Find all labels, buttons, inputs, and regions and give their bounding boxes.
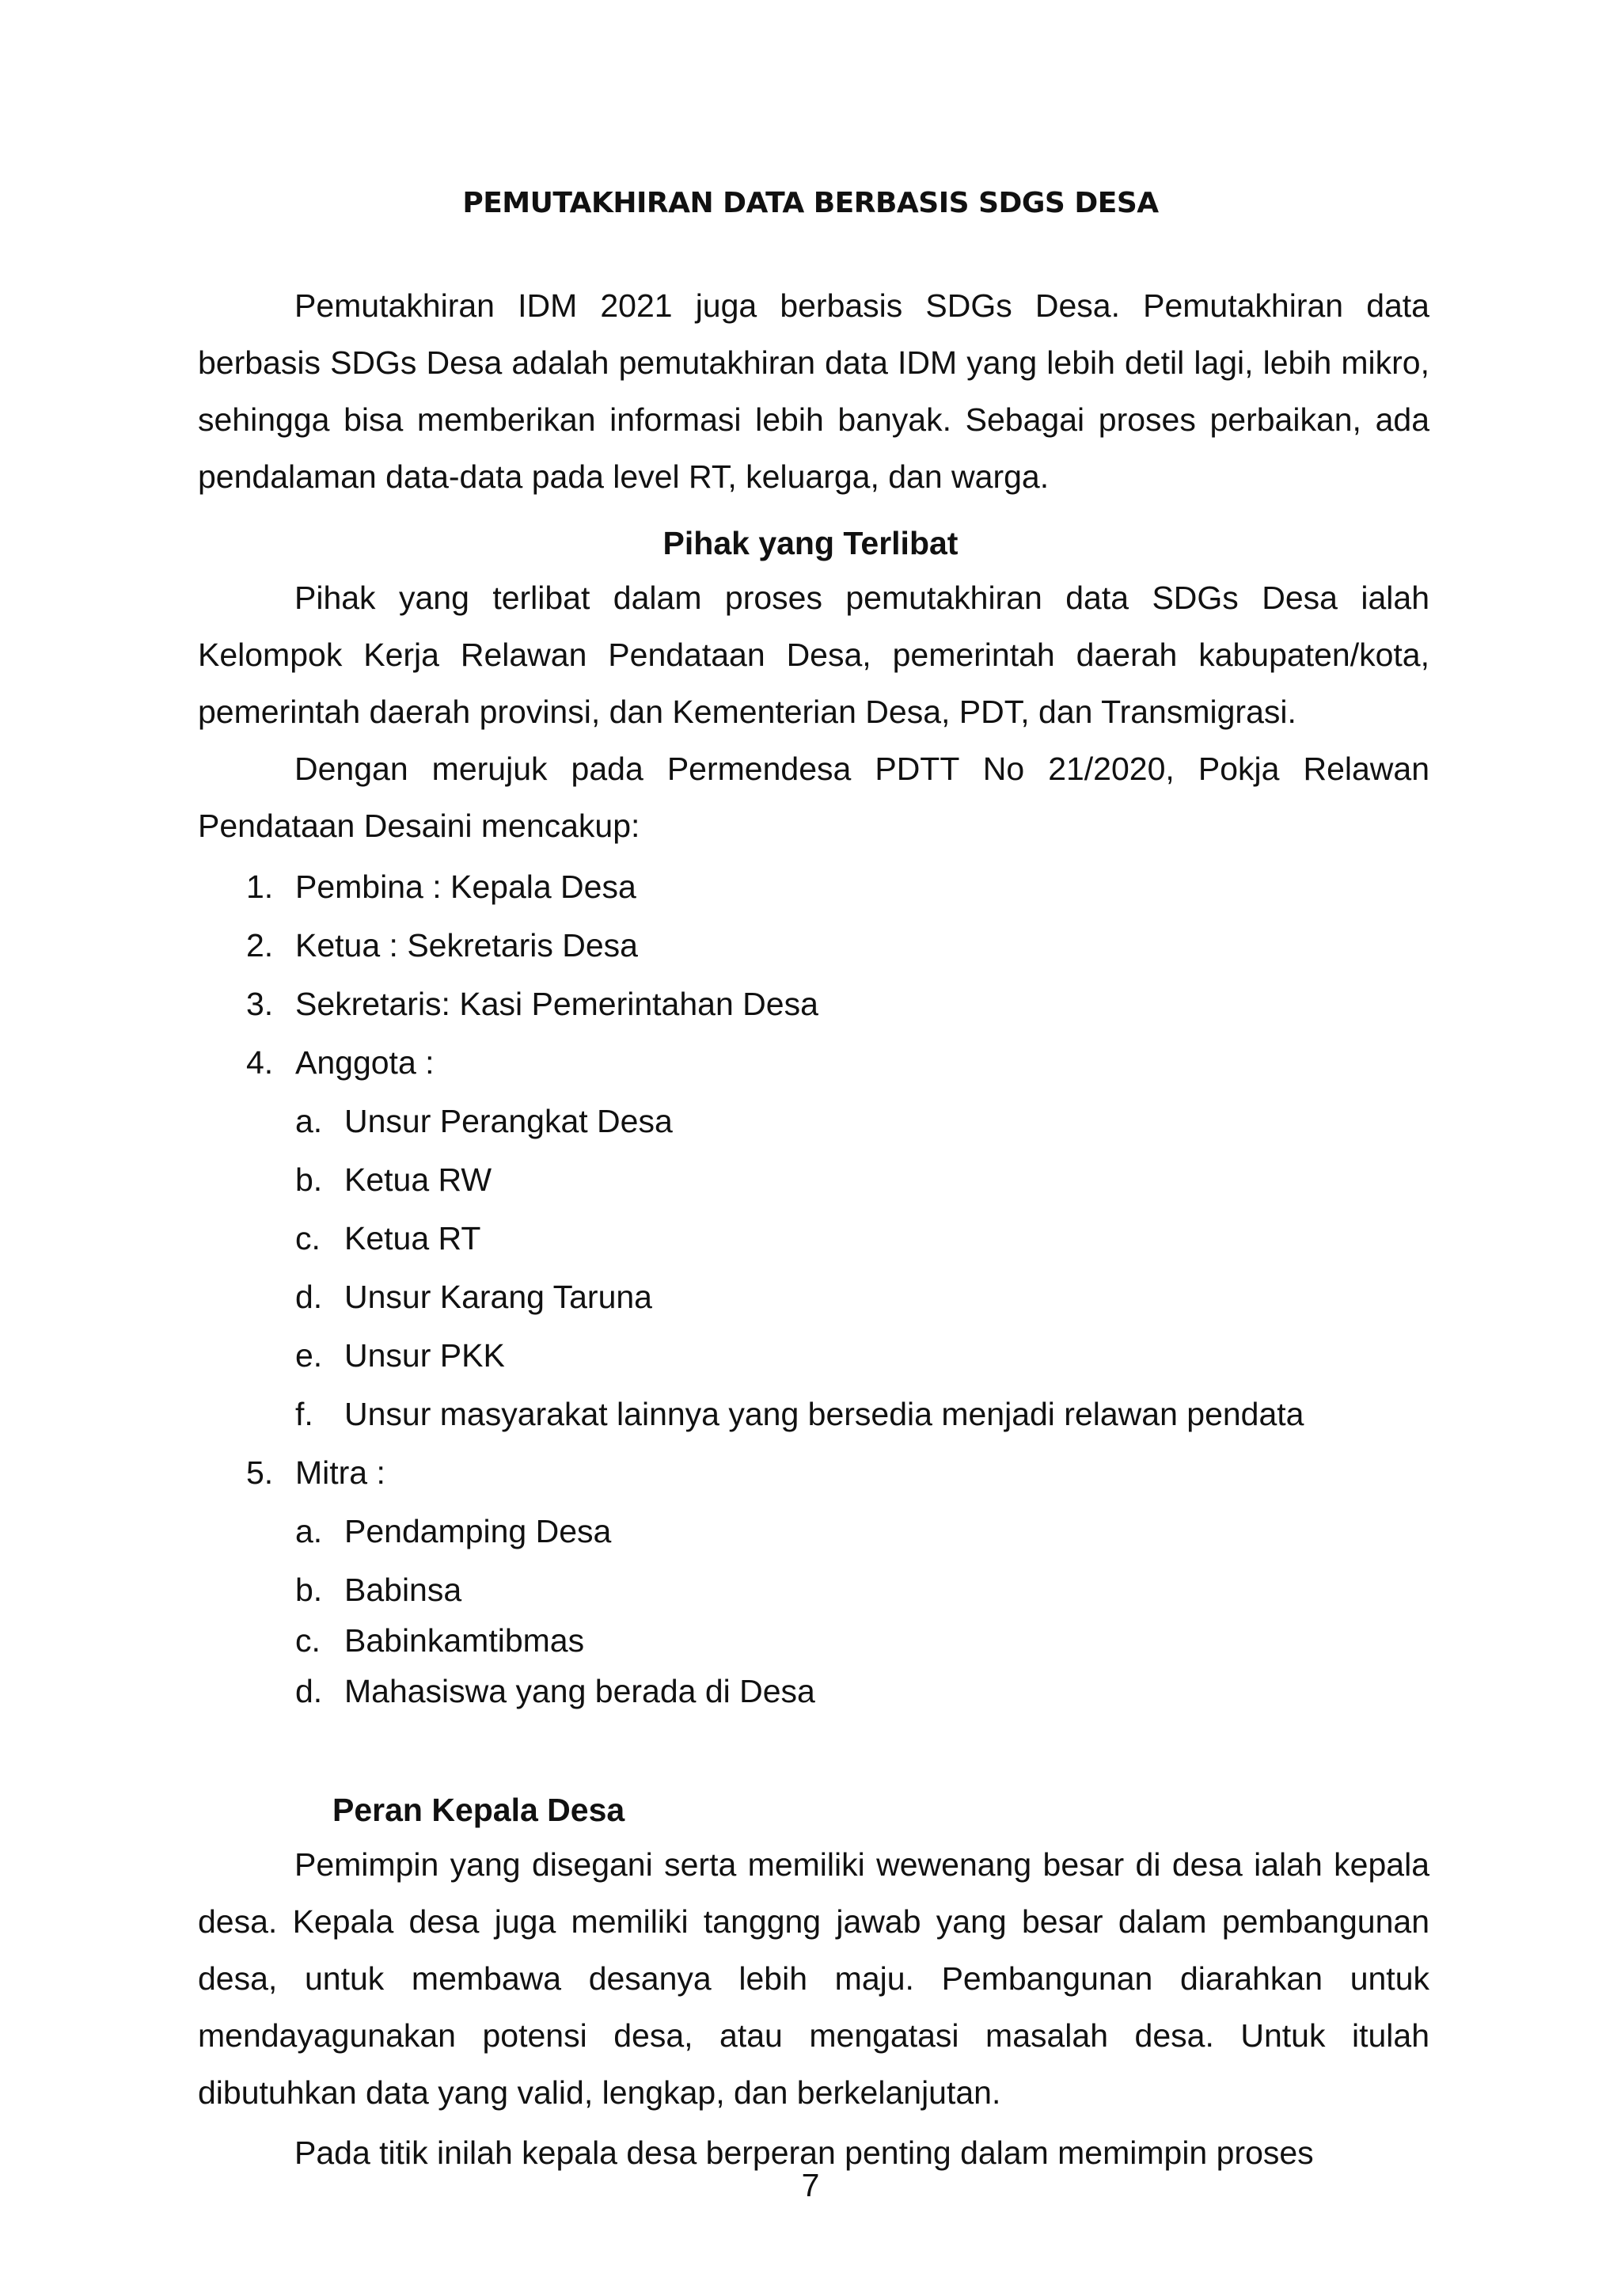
pihak-paragraph-2: Dengan merujuk pada Permendesa PDTT No 21/2020, Pokja Relawan Pendataan Desaini mencakup:: [198, 751, 1429, 844]
sub-list-item: [295, 1337, 505, 1374]
section-heading-peran-kepala-desa: Peran Kepala Desa: [332, 1792, 625, 1828]
sub-list-item-text: Ketua RT: [344, 1220, 481, 1256]
sub-list-item-text: Unsur Perangkat Desa: [344, 1103, 673, 1139]
sub-list-marker: c.: [295, 1220, 321, 1256]
peran-paragraph-1: Pemimpin yang disegani serta memiliki wewenang besar di desa ialah kepala desa. Kepala desa juga memiliki tanggng jawab yang besar dalam pembangunan desa, untuk membawa desanya lebih maju. Pembangunan diarahkan untuk mendayagunakan potensi desa, atau mengatasi masalah desa. Untuk itulah dibutuhkan data yang valid, lengkap, dan berkelanjutan.: [198, 1846, 1429, 2111]
sub-list-item: [295, 1279, 652, 1316]
list-marker: 5.: [246, 1454, 274, 1491]
sub-list-item: [295, 1513, 611, 1550]
section-heading-pihak: Pihak yang Terlibat: [662, 525, 959, 561]
list-marker: 4.: [246, 1044, 274, 1081]
document-title: PEMUTAKHIRAN DATA BERBASIS SDGS DESA: [462, 187, 1159, 219]
list-item-text: Sekretaris: Kasi Pemerintahan Desa: [295, 986, 818, 1022]
peran-paragraph-2: Pada titik inilah kepala desa berperan penting dalam memimpin proses: [294, 2134, 1314, 2171]
sub-list-item: [295, 1161, 492, 1199]
sub-list-marker: c.: [295, 1622, 321, 1659]
sub-list-marker: d.: [295, 1279, 323, 1315]
sub-list-item-text: Babinsa: [344, 1572, 462, 1608]
list-item: [246, 986, 818, 1023]
sub-list-item-text: Babinkamtibmas: [344, 1622, 585, 1659]
sub-list-item-text: Unsur PKK: [344, 1337, 505, 1374]
list-marker: 1.: [246, 869, 274, 905]
sub-list-item: [295, 1396, 1304, 1433]
sub-list-item-text: Unsur Karang Taruna: [344, 1279, 652, 1315]
list-item-text: Anggota :: [295, 1044, 435, 1081]
list-item-text: Ketua : Sekretaris Desa: [295, 927, 638, 964]
sub-list-marker: f.: [295, 1396, 313, 1432]
sub-list-item-text: Unsur masyarakat lainnya yang bersedia menjadi relawan pendata: [344, 1396, 1304, 1432]
sub-list-item-text: Mahasiswa yang berada di Desa: [344, 1673, 815, 1709]
sub-list-item: [295, 1220, 480, 1257]
sub-list-item: [295, 1622, 584, 1659]
sub-list-marker: d.: [295, 1673, 323, 1709]
sub-list-item-text: Ketua RW: [344, 1161, 492, 1198]
list-item: [246, 869, 636, 906]
sub-list-item: [295, 1103, 673, 1140]
list-item: [246, 927, 638, 964]
sub-list-marker: b.: [295, 1572, 323, 1608]
list-item: [246, 1044, 435, 1081]
sub-list-item: [295, 1673, 815, 1710]
sub-list-item: [295, 1572, 461, 1609]
page-number: 7: [801, 2167, 820, 2203]
list-marker: 2.: [246, 927, 274, 964]
sub-list-marker: e.: [295, 1337, 323, 1374]
list-item: [246, 1454, 385, 1492]
list-marker: 3.: [246, 986, 274, 1022]
intro-paragraph: Pemutakhiran IDM 2021 juga berbasis SDGs Desa. Pemutakhiran data berbasis SDGs Desa adalah pemutakhiran data IDM yang lebih detil lagi, lebih mikro, sehingga bisa memberikan informasi lebih banyak. Sebagai proses perbaikan, ada pendalaman data-data pada level RT, keluarga, dan warga.: [198, 287, 1429, 495]
list-item-text: Mitra :: [295, 1454, 385, 1491]
pihak-paragraph-1: Pihak yang terlibat dalam proses pemutakhiran data SDGs Desa ialah Kelompok Kerja Relawan Pendataan Desa, pemerintah daerah kabupaten/kota, pemerintah daerah provinsi, dan Kementerian Desa, PDT, dan Transmigrasi.: [198, 580, 1429, 730]
sub-list-item-text: Pendamping Desa: [344, 1513, 612, 1549]
list-item-text: Pembina : Kepala Desa: [295, 869, 636, 905]
sub-list-marker: a.: [295, 1103, 323, 1139]
sub-list-marker: b.: [295, 1161, 323, 1198]
sub-list-marker: a.: [295, 1513, 323, 1549]
